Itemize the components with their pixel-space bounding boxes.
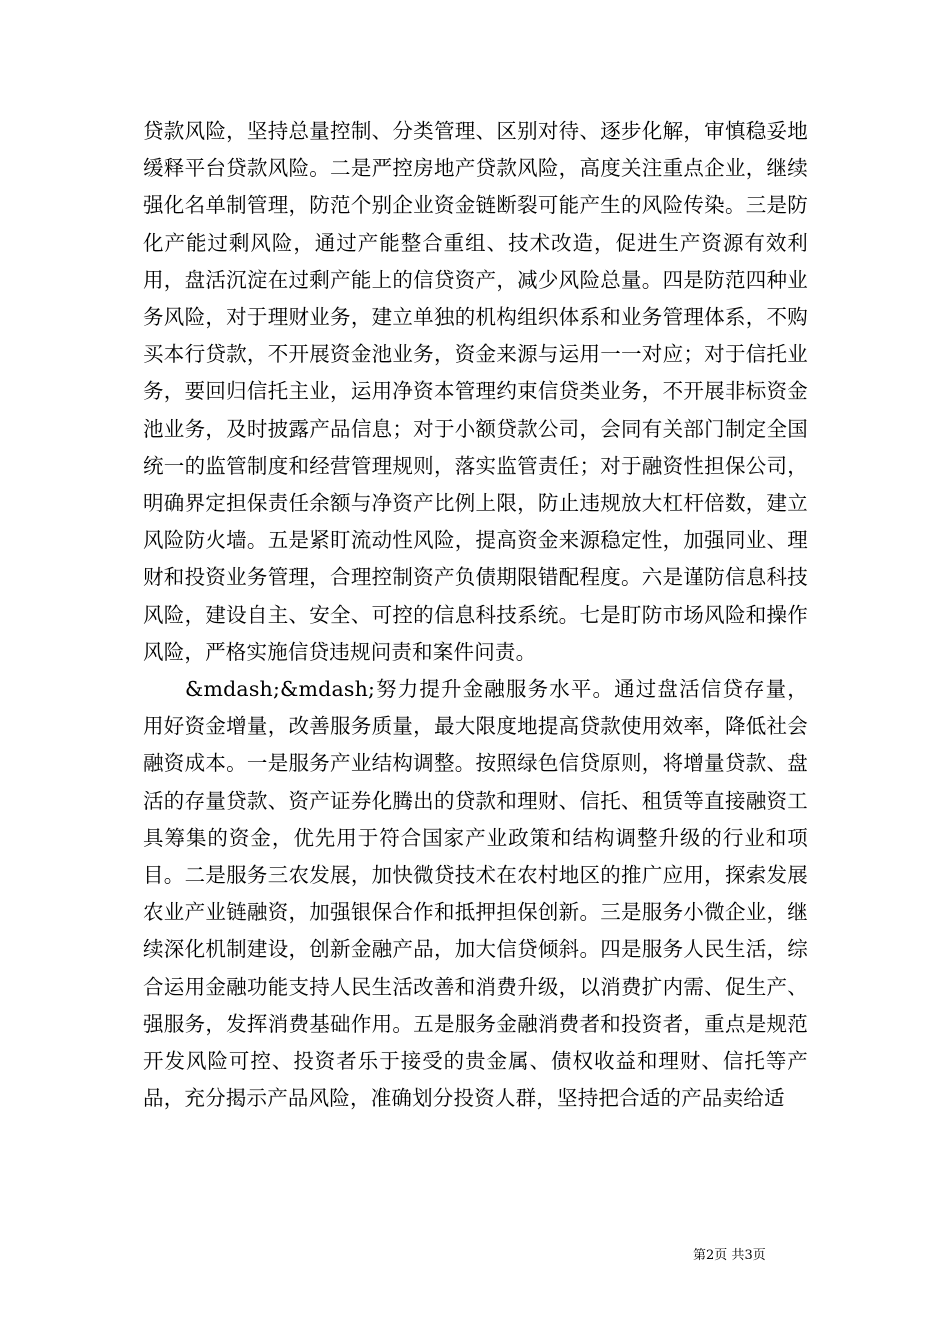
footer-current-page: 2 <box>706 1248 715 1263</box>
footer-middle: 页 共 <box>714 1248 745 1263</box>
page-number-footer <box>693 1248 766 1264</box>
footer-prefix: 第 <box>693 1248 707 1263</box>
footer-suffix: 页 <box>752 1248 766 1263</box>
paragraph-financial-service: &mdash;&mdash;努力提升金融服务水平。通过盘活信贷存量，用好资金增量，改善服务质量，最大限度地提高贷款使用效率，降低社会融资成本。一是服务产业结构调整。按照绿色信贷原则，将增量贷款、盘活的存量贷款、资产证券化腾出的贷款和理财、信托、租赁等直接融资工具筹集的资金，优先用于符合国家产业政策和结构调整升级的行业和项目。二是服务三农发展，加快微贷技术在农村地区的推广应用，探索发展农业产业链融资，加强银保合作和抵押担保创新。三是服务小微企业，继续深化机制建设，创新金融产品，加大信贷倾斜。四是服务人民生活，综合运用金融功能支持人民生活改善和消费升级，以消费扩内需、促生产、强服务，发挥消费基础作用。五是服务金融消费者和投资者，重点是规范开发风险可控、投资者乐于接受的贵金属、债权收益和理财、信托等产品，充分揭示产品风险，准确划分投资人群，坚持把合适的产品卖给适 <box>143 677 808 1111</box>
footer-total-pages: 3 <box>744 1248 753 1263</box>
paragraph-risk-control: 贷款风险，坚持总量控制、分类管理、区别对待、逐步化解，审慎稳妥地缓释平台贷款风险。二是严控房地产贷款风险，高度关注重点企业，继续强化名单制管理，防范个别企业资金链断裂可能产生的风险传染。三是防化产能过剩风险，通过产能整合重组、技术改造，促进生产资源有效利用，盘活沉淀在过剩产能上的信贷资产，减少风险总量。四是防范四种业务风险，对于理财业务，建立单独的机构组织体系和业务管理体系，不购买本行贷款，不开展资金池业务，资金来源与运用一一对应；对于信托业务，要回归信托主业，运用净资本管理约束信贷类业务，不开展非标资金池业务，及时披露产品信息；对于小额贷款公司，会同有关部门制定全国统一的监管制度和经营管理规则，落实监管责任；对于融资性担保公司，明确界定担保责任余额与净资产比例上限，防止违规放大杠杆倍数，建立风险防火墙。五是紧盯流动性风险，提高资金来源稳定性，加强同业、理财和投资业务管理，合理控制资产负债期限错配程度。六是谨防信息科技风险，建设自主、安全、可控的信息科技系统。七是盯防市场风险和操作风险，严格实施信贷违规问责和案件问责。 <box>143 119 808 664</box>
document-body <box>143 113 808 1117</box>
